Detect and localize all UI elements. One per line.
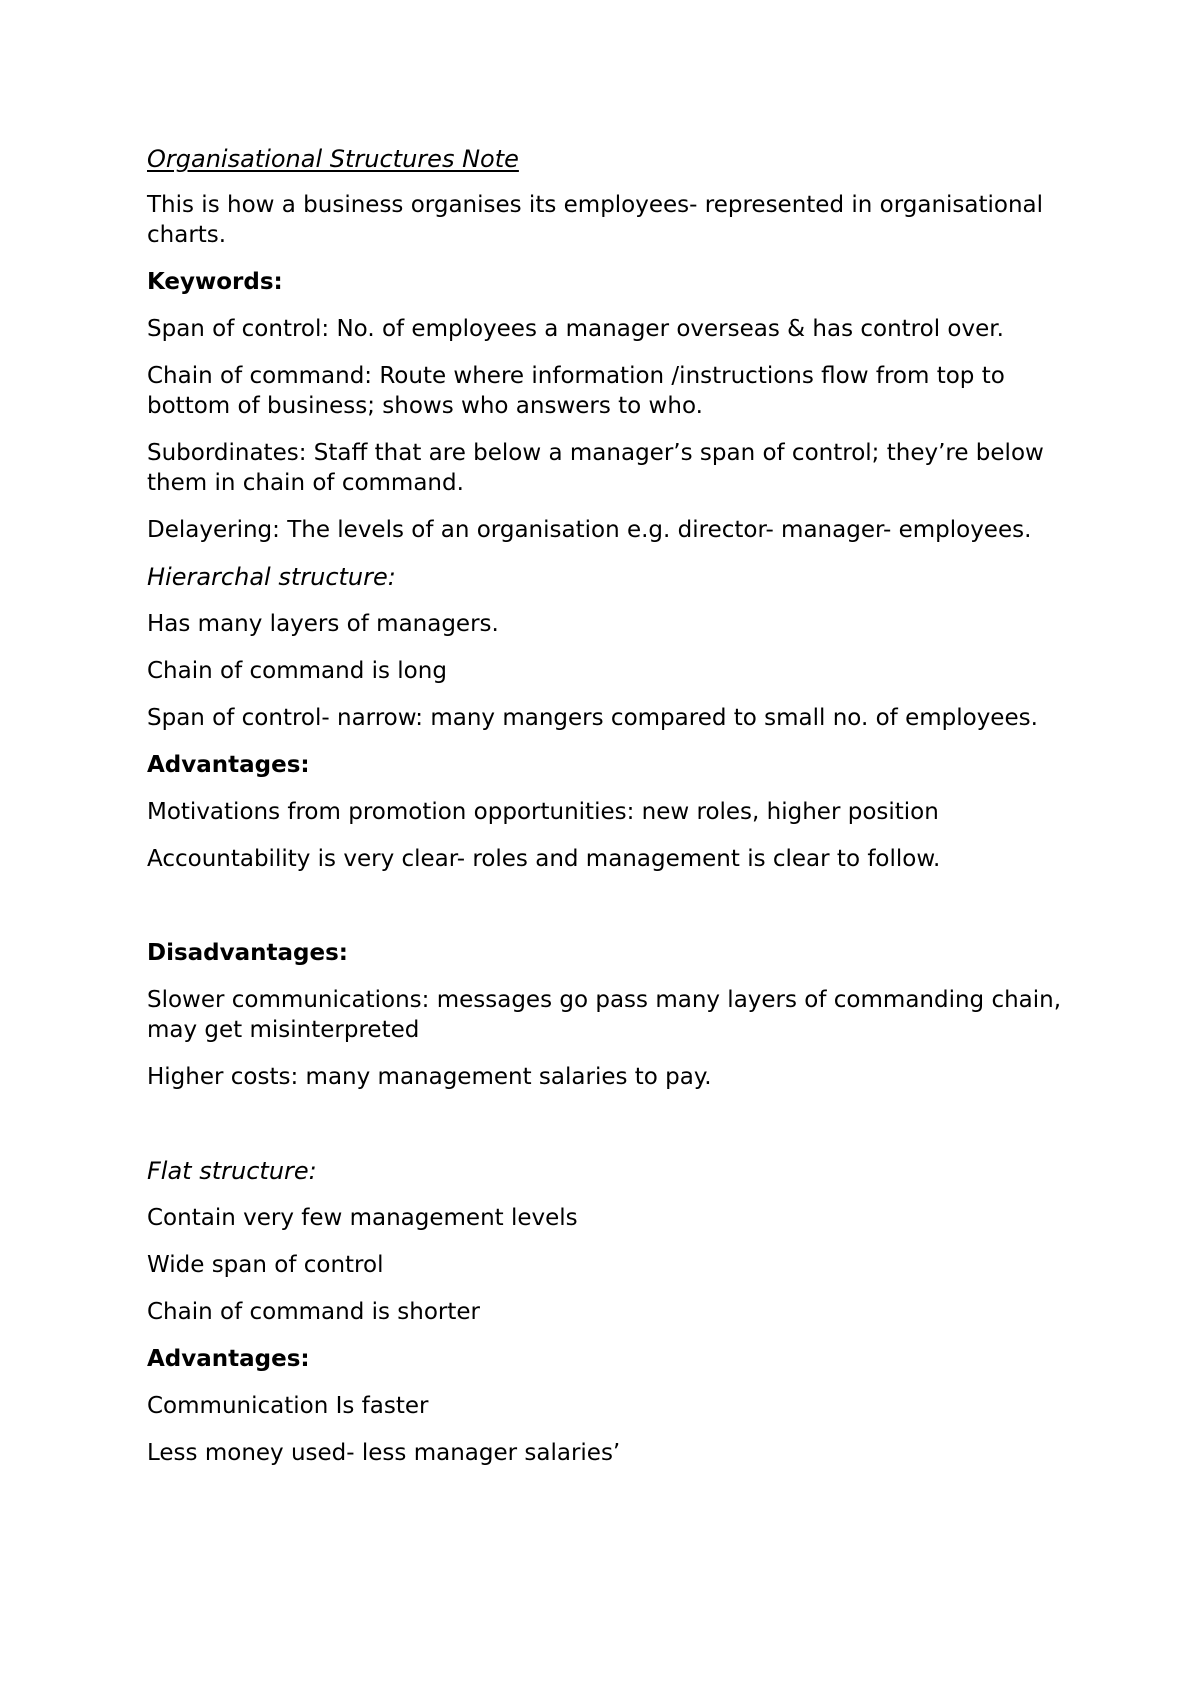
hierarchal-point: Span of control- narrow: many mangers compared to small no. of employees. (147, 705, 1038, 731)
keyword-subordinates: Subordinates: Staff that are below a manager’s span of control; they’re below them in chain of command. (147, 440, 1044, 496)
intro-paragraph: This is how a business organises its employees- represented in organisational charts. (147, 192, 1044, 248)
keywords-heading: Keywords: (147, 269, 283, 295)
hierarchal-heading: Hierarchal structure: (147, 563, 396, 591)
flat-advantages-heading: Advantages: (147, 1346, 310, 1372)
document-page (147, 144, 1087, 1485)
spacer (147, 1109, 1087, 1156)
keyword-delayering: Delayering: The levels of an organisation e.g. director- manager- employees. (147, 517, 1032, 543)
keyword-span-of-control: Span of control: No. of employees a manager overseas & has control over. (147, 316, 1004, 342)
hierarchal-advantage: Motivations from promotion opportunities: new roles, higher position (147, 799, 939, 825)
hierarchal-advantages-heading: Advantages: (147, 752, 310, 778)
flat-advantage: Communication Is faster (147, 1393, 429, 1419)
flat-point: Chain of command is shorter (147, 1299, 480, 1325)
hierarchal-point: Has many layers of managers. (147, 611, 499, 637)
keyword-chain-of-command: Chain of command: Route where information /instructions flow from top to bottom of business; shows who answers to who. (147, 363, 1005, 419)
hierarchal-advantage: Accountability is very clear- roles and management is clear to follow. (147, 846, 941, 872)
hierarchal-point: Chain of command is long (147, 658, 447, 684)
spacer (147, 891, 1087, 938)
hierarchal-disadvantages-heading: Disadvantages: (147, 940, 349, 966)
hierarchal-disadvantage: Higher costs: many management salaries to pay. (147, 1064, 712, 1090)
flat-point: Contain very few management levels (147, 1205, 578, 1231)
flat-heading: Flat structure: (147, 1157, 317, 1185)
document-title: Organisational Structures Note (147, 145, 519, 173)
flat-advantage: Less money used- less manager salaries’ (147, 1440, 621, 1466)
flat-point: Wide span of control (147, 1252, 384, 1278)
hierarchal-disadvantage: Slower communications: messages go pass many layers of commanding chain, may get misinterpreted (147, 987, 1062, 1043)
